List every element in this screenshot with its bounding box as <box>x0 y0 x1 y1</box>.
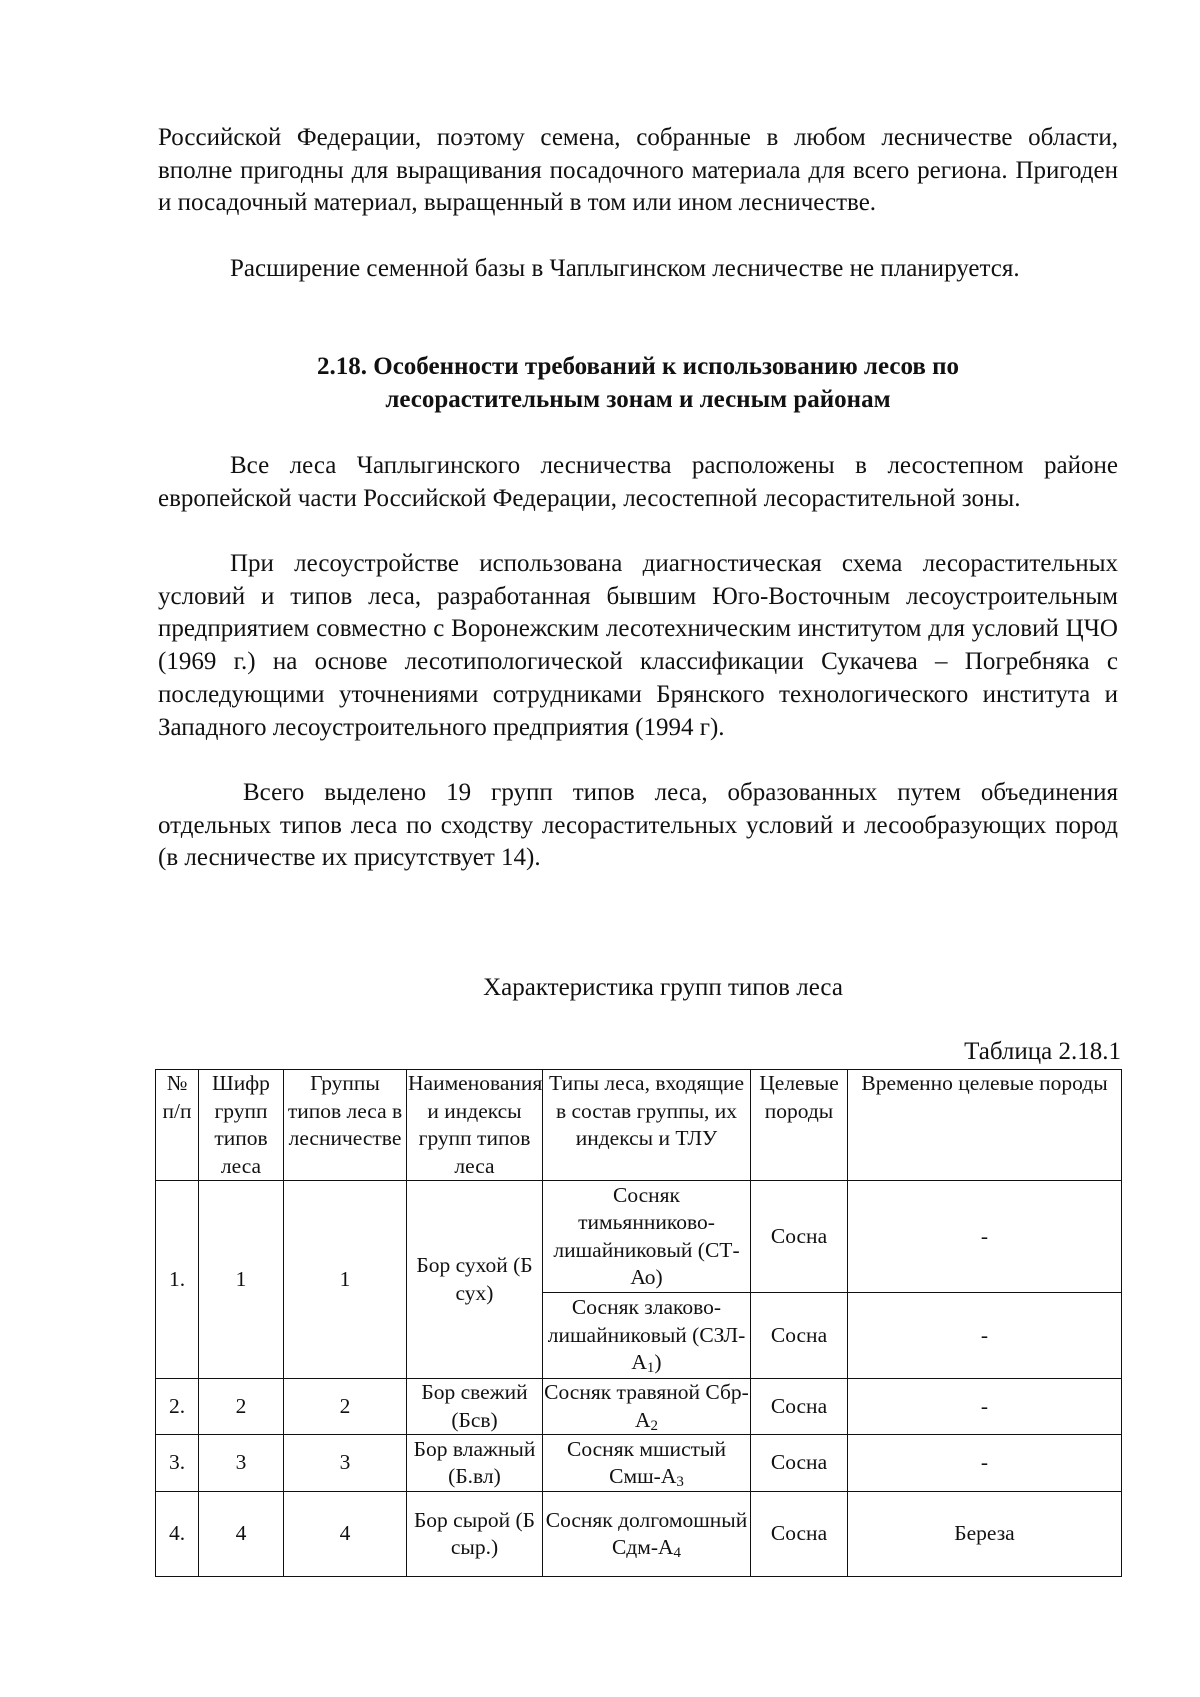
cell-no: 4. <box>156 1492 199 1577</box>
cell-groups: 1 <box>284 1181 407 1379</box>
table-row <box>156 1435 1122 1492</box>
cell-types <box>543 1181 751 1293</box>
cell-code: 4 <box>199 1492 284 1577</box>
cell-groups: 4 <box>284 1492 407 1577</box>
paragraph-forest-zone: Все леса Чаплыгинского лесничества расположены в лесостепном районе европейской части Российской Федерации, лесостепной лесорастительной зоны. <box>158 452 1118 512</box>
cell-types <box>543 1293 751 1379</box>
cell-temp: - <box>848 1435 1122 1492</box>
table-row <box>156 1379 1122 1435</box>
header-code: Шифр групп типов леса <box>199 1070 284 1181</box>
cell-target: Сосна <box>751 1435 848 1492</box>
table-number: Таблица 2.18.1 <box>964 1038 1121 1065</box>
cell-name: Бор влажный (Б.вл) <box>407 1435 543 1492</box>
type-text: Сосняк злаково-лишайниковый (СЗЛ-А <box>547 1295 746 1375</box>
cell-groups: 2 <box>284 1379 407 1435</box>
paragraph-diagnostic-scheme: При лесоустройстве использована диагностическая схема лесорастительных условий и типов леса, разработанная бывшим Юго-Восточным лесоустроительным предприятием совместно с Воронежским лесотехническим институтом для условий ЦЧО (1969 г.) на основе лесотипологической классификации Сукачева – Погребняка с последующими уточнениями сотрудниками Брянского технологического института и Западного лесоустроительного предприятия (1994 г). <box>158 550 1118 741</box>
type-text: Сосняк долгомошный Сдм-А <box>545 1507 748 1559</box>
type-index-sub: 4 <box>673 1545 682 1561</box>
cell-name: Бор сухой (Б сух) <box>407 1181 543 1379</box>
section-heading-line2: лесорастительным зонам и лесным районам <box>385 386 891 413</box>
type-index-sub: 3 <box>676 1474 684 1490</box>
cell-name: Бор свежий (Бсв) <box>407 1379 543 1435</box>
paragraph-seed-suitability: Российской Федерации, поэтому семена, собранные в любом лесничестве области, вполне пригодны для выращивания посадочного материала для всего региона. Пригоден и посадочный материал, выращенный в том или ином лесничестве. <box>158 124 1118 217</box>
cell-no: 1. <box>156 1181 199 1379</box>
type-text-tail: ) <box>654 1350 662 1375</box>
cell-temp: - <box>848 1181 1122 1293</box>
type-text: Сосняк травяной Сбр-А <box>544 1380 749 1432</box>
cell-temp: - <box>848 1293 1122 1379</box>
cell-types <box>543 1492 751 1577</box>
cell-temp: Береза <box>848 1492 1122 1577</box>
cell-types <box>543 1435 751 1492</box>
header-name: Наименования и индексы групп типов леса <box>407 1070 543 1181</box>
type-text: Сосняк мшистый Смш-А <box>567 1436 726 1488</box>
paragraph-seed-base: Расширение семенной базы в Чаплыгинском лесничестве не планируется. <box>230 255 1020 282</box>
paragraph-forest-groups: Всего выделено 19 групп типов леса, образованных путем объединения отдельных типов леса по сходству лесорастительных условий и лесообразующих пород (в лесничестве их присутствует 14). <box>158 779 1118 872</box>
header-temp: Временно целевые породы <box>848 1070 1122 1181</box>
table-row <box>156 1181 1122 1293</box>
header-groups: Группы типов леса в лесничестве <box>284 1070 407 1181</box>
type-index-sub: 1 <box>646 1360 655 1377</box>
type-index-sub: 2 <box>650 1417 659 1434</box>
header-no: № п/п <box>156 1070 199 1181</box>
cell-types <box>543 1379 751 1435</box>
section-heading-line1: 2.18. Особенности требований к использованию лесов по <box>317 353 959 380</box>
cell-target: Сосна <box>751 1293 848 1379</box>
cell-temp: - <box>848 1379 1122 1435</box>
cell-target: Сосна <box>751 1492 848 1577</box>
header-types: Типы леса, входящие в состав группы, их индексы и ТЛУ <box>543 1070 751 1181</box>
cell-code: 2 <box>199 1379 284 1435</box>
cell-code: 3 <box>199 1435 284 1492</box>
cell-no: 2. <box>156 1379 199 1435</box>
forest-types-table <box>155 1069 1122 1577</box>
table-row <box>156 1492 1122 1577</box>
cell-target: Сосна <box>751 1181 848 1293</box>
cell-name: Бор сырой (Б сыр.) <box>407 1492 543 1577</box>
cell-code: 1 <box>199 1181 284 1379</box>
table-title: Характеристика групп типов леса <box>483 974 843 1001</box>
cell-target: Сосна <box>751 1379 848 1435</box>
cell-groups: 3 <box>284 1435 407 1492</box>
section-heading <box>158 350 1118 416</box>
table-header-row <box>156 1070 1122 1181</box>
cell-no: 3. <box>156 1435 199 1492</box>
header-target: Целевые породы <box>751 1070 848 1181</box>
type-text: Сосняк тимьянниково-лишайниковый (СТ-Ао) <box>553 1182 740 1289</box>
